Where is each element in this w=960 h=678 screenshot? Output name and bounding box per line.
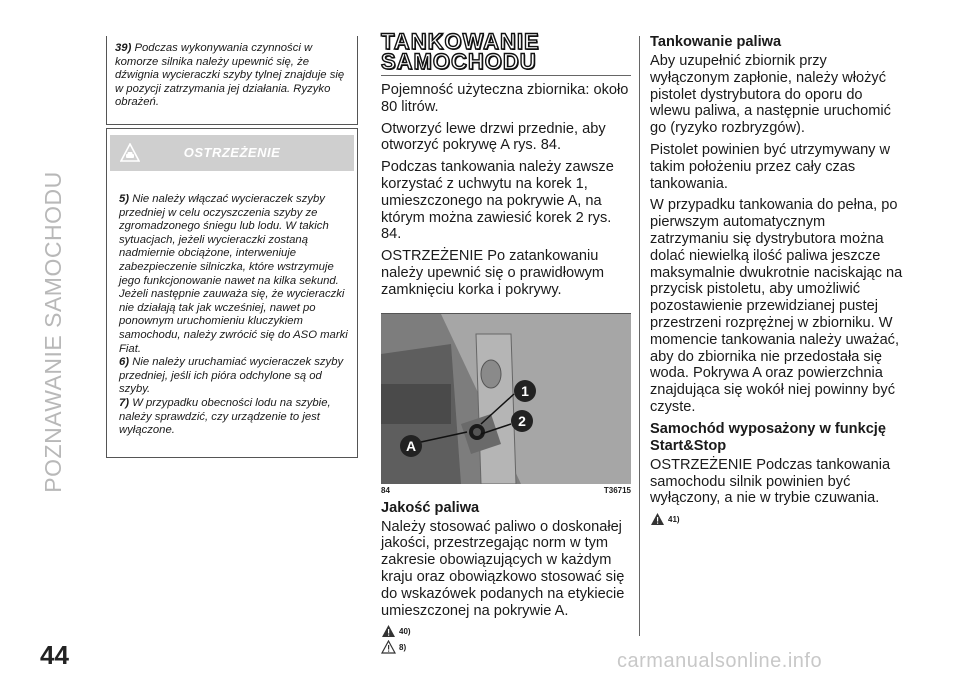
warning-triangle-icon	[381, 624, 396, 638]
reference-41-label: 41)	[668, 514, 680, 524]
section-side-title: POZNAWANIE SAMOCHODU	[40, 171, 66, 493]
page-number: 44	[40, 640, 69, 670]
fuel-flap-illustration	[381, 314, 631, 484]
start-stop-paragraph: OSTRZEŻENIE Podczas tankowania samochodu silnik powinien być wyłączony, a nie w trybie czuwania.	[650, 456, 891, 507]
capacity-paragraph: Pojemność użyteczna zbiornika: około 80 litrów.	[381, 82, 629, 115]
warning-6-number: 6)	[119, 356, 130, 369]
reference-8-label: 8)	[399, 642, 407, 652]
refuelling-heading: Tankowanie paliwa	[650, 34, 782, 50]
warning-5-number: 5)	[119, 193, 130, 205]
warning-header	[110, 135, 354, 171]
open-door-paragraph: Otworzyć lewe drzwi przednie, aby otworzyć pokrywę A rys. 84.	[381, 120, 606, 154]
warning-6-text: Nie należy uruchamiać wycieraczek szyby przedniej, jeśli ich pióra odchylone są od szyby.	[119, 356, 344, 396]
section-title-line-1: TANKOWANIE	[381, 29, 540, 54]
callout-a: A	[405, 437, 417, 454]
figure-code: T36715	[603, 485, 631, 495]
caution-triangle-icon	[381, 640, 396, 654]
figure-caption	[381, 486, 631, 500]
warning-7-number: 7)	[119, 396, 130, 409]
note-39-number: 39)	[115, 42, 132, 54]
figure-84	[381, 313, 631, 484]
warning-7	[119, 397, 351, 438]
refuelling-paragraph-3: W przypadku tankowania do pełna, po pierwszym automatycznym zatrzymaniu się dystrybutora można dolać niewielką ilość paliwa jeszcze maksymalnie dwukrotnie naciskając na przycisk pistoletu, aby umożliwić pozostawienie przewidzianej pustej przestrzeni rozprężnej w zbiorniku. W momencie tankowania należy uważać, aby do zbiornika nie przedostała się woda. Pokrywa A oraz powierzchnia znajdująca się wokół niej powinny być czyste.	[650, 197, 903, 415]
warning-label: OSTRZEŻENIE	[183, 145, 281, 160]
right-column	[650, 34, 905, 528]
warning-reference-41	[650, 512, 905, 526]
warning-7-text: W przypadku obecności lodu na szybie, należy sprawdzić, czy urządzenie to jest wyłączone.	[119, 396, 331, 437]
note-39	[107, 36, 357, 110]
title-rule	[381, 75, 631, 76]
caution-reference-8	[381, 640, 631, 654]
note-box-39	[106, 36, 358, 125]
note-39-text: Podczas wykonywania czynności w komorze silnika należy upewnić się, że dźwignia wycieraczki szyby tylnej znajduje się w pozycji zatrzymania jej działania. Ryzyko obrażeń.	[115, 42, 345, 109]
watermark: carmanualsonline.info	[617, 650, 823, 672]
warning-triangle-icon	[650, 512, 665, 526]
closing-warning-paragraph: OSTRZEŻENIE Po zatankowaniu należy upewnić się o prawidłowym zamknięciu korka i pokrywy.	[381, 248, 605, 298]
column-divider	[639, 36, 640, 636]
middle-column	[381, 29, 631, 656]
warning-box	[106, 128, 358, 458]
reference-40-label: 40)	[399, 626, 411, 636]
warning-text	[107, 171, 357, 438]
figure-number: 84	[381, 485, 390, 495]
refuelling-paragraph-2: Pistolet powinien być utrzymywany w takim położeniu przez cały czas tankowania.	[650, 141, 891, 192]
fuel-quality-heading: Jakość paliwa	[381, 499, 480, 516]
section-title-line-2: SAMOCHODU	[381, 49, 537, 74]
callout-1: 1	[521, 382, 529, 399]
callout-2: 2	[518, 412, 526, 429]
fuel-quality-paragraph: Należy stosować paliwo o doskonałej jakości, przestrzegając norm w tym zakresie obowiązujących w każdym kraju oraz obowiązkowo stosować się do wskazówek podanych na etykiecie umieszczonej na pokrywie A.	[381, 518, 625, 619]
warning-5	[119, 193, 351, 356]
warning-6	[119, 356, 351, 397]
cap-holder-paragraph: Podczas tankowania należy zawsze korzystać z uchwytu na korek 1, umieszczonego na pokrywie A, na którym można zawiesić korek 2 rys. 84.	[381, 159, 614, 243]
refuelling-paragraph-1: Aby uzupełnić zbiornik przy wyłączonym zapłonie, należy włożyć pistolet dystrybutora do oporu do wlewu paliwa, a następnie uruchomić go (ryzyko rozbryzgów).	[650, 53, 891, 137]
warning-5-text: Nie należy włączać wycieraczek szyby przedniej w celu oczyszczenia szyby ze zgromadzonego śniegu lub lodu. W takich sytuacjach, jeżeli wycieraczki zostaną nadmiernie obciążone, interweniuje zabezpieczenie silniczka, które wstrzymuje jego funkcjonowanie nawet na kilka sekund. Jeżeli następnie zauważa się, że wycieraczki nie działają tak jak wcześniej, nawet po ponownym uruchomieniu kluczykiem samochodu, należy zwrócić się do ASO marki Fiat.	[119, 193, 348, 355]
section-title	[381, 29, 631, 74]
start-stop-heading: Samochód wyposażony w funkcję Start&Stop	[650, 420, 886, 454]
warning-reference-40	[381, 624, 631, 638]
